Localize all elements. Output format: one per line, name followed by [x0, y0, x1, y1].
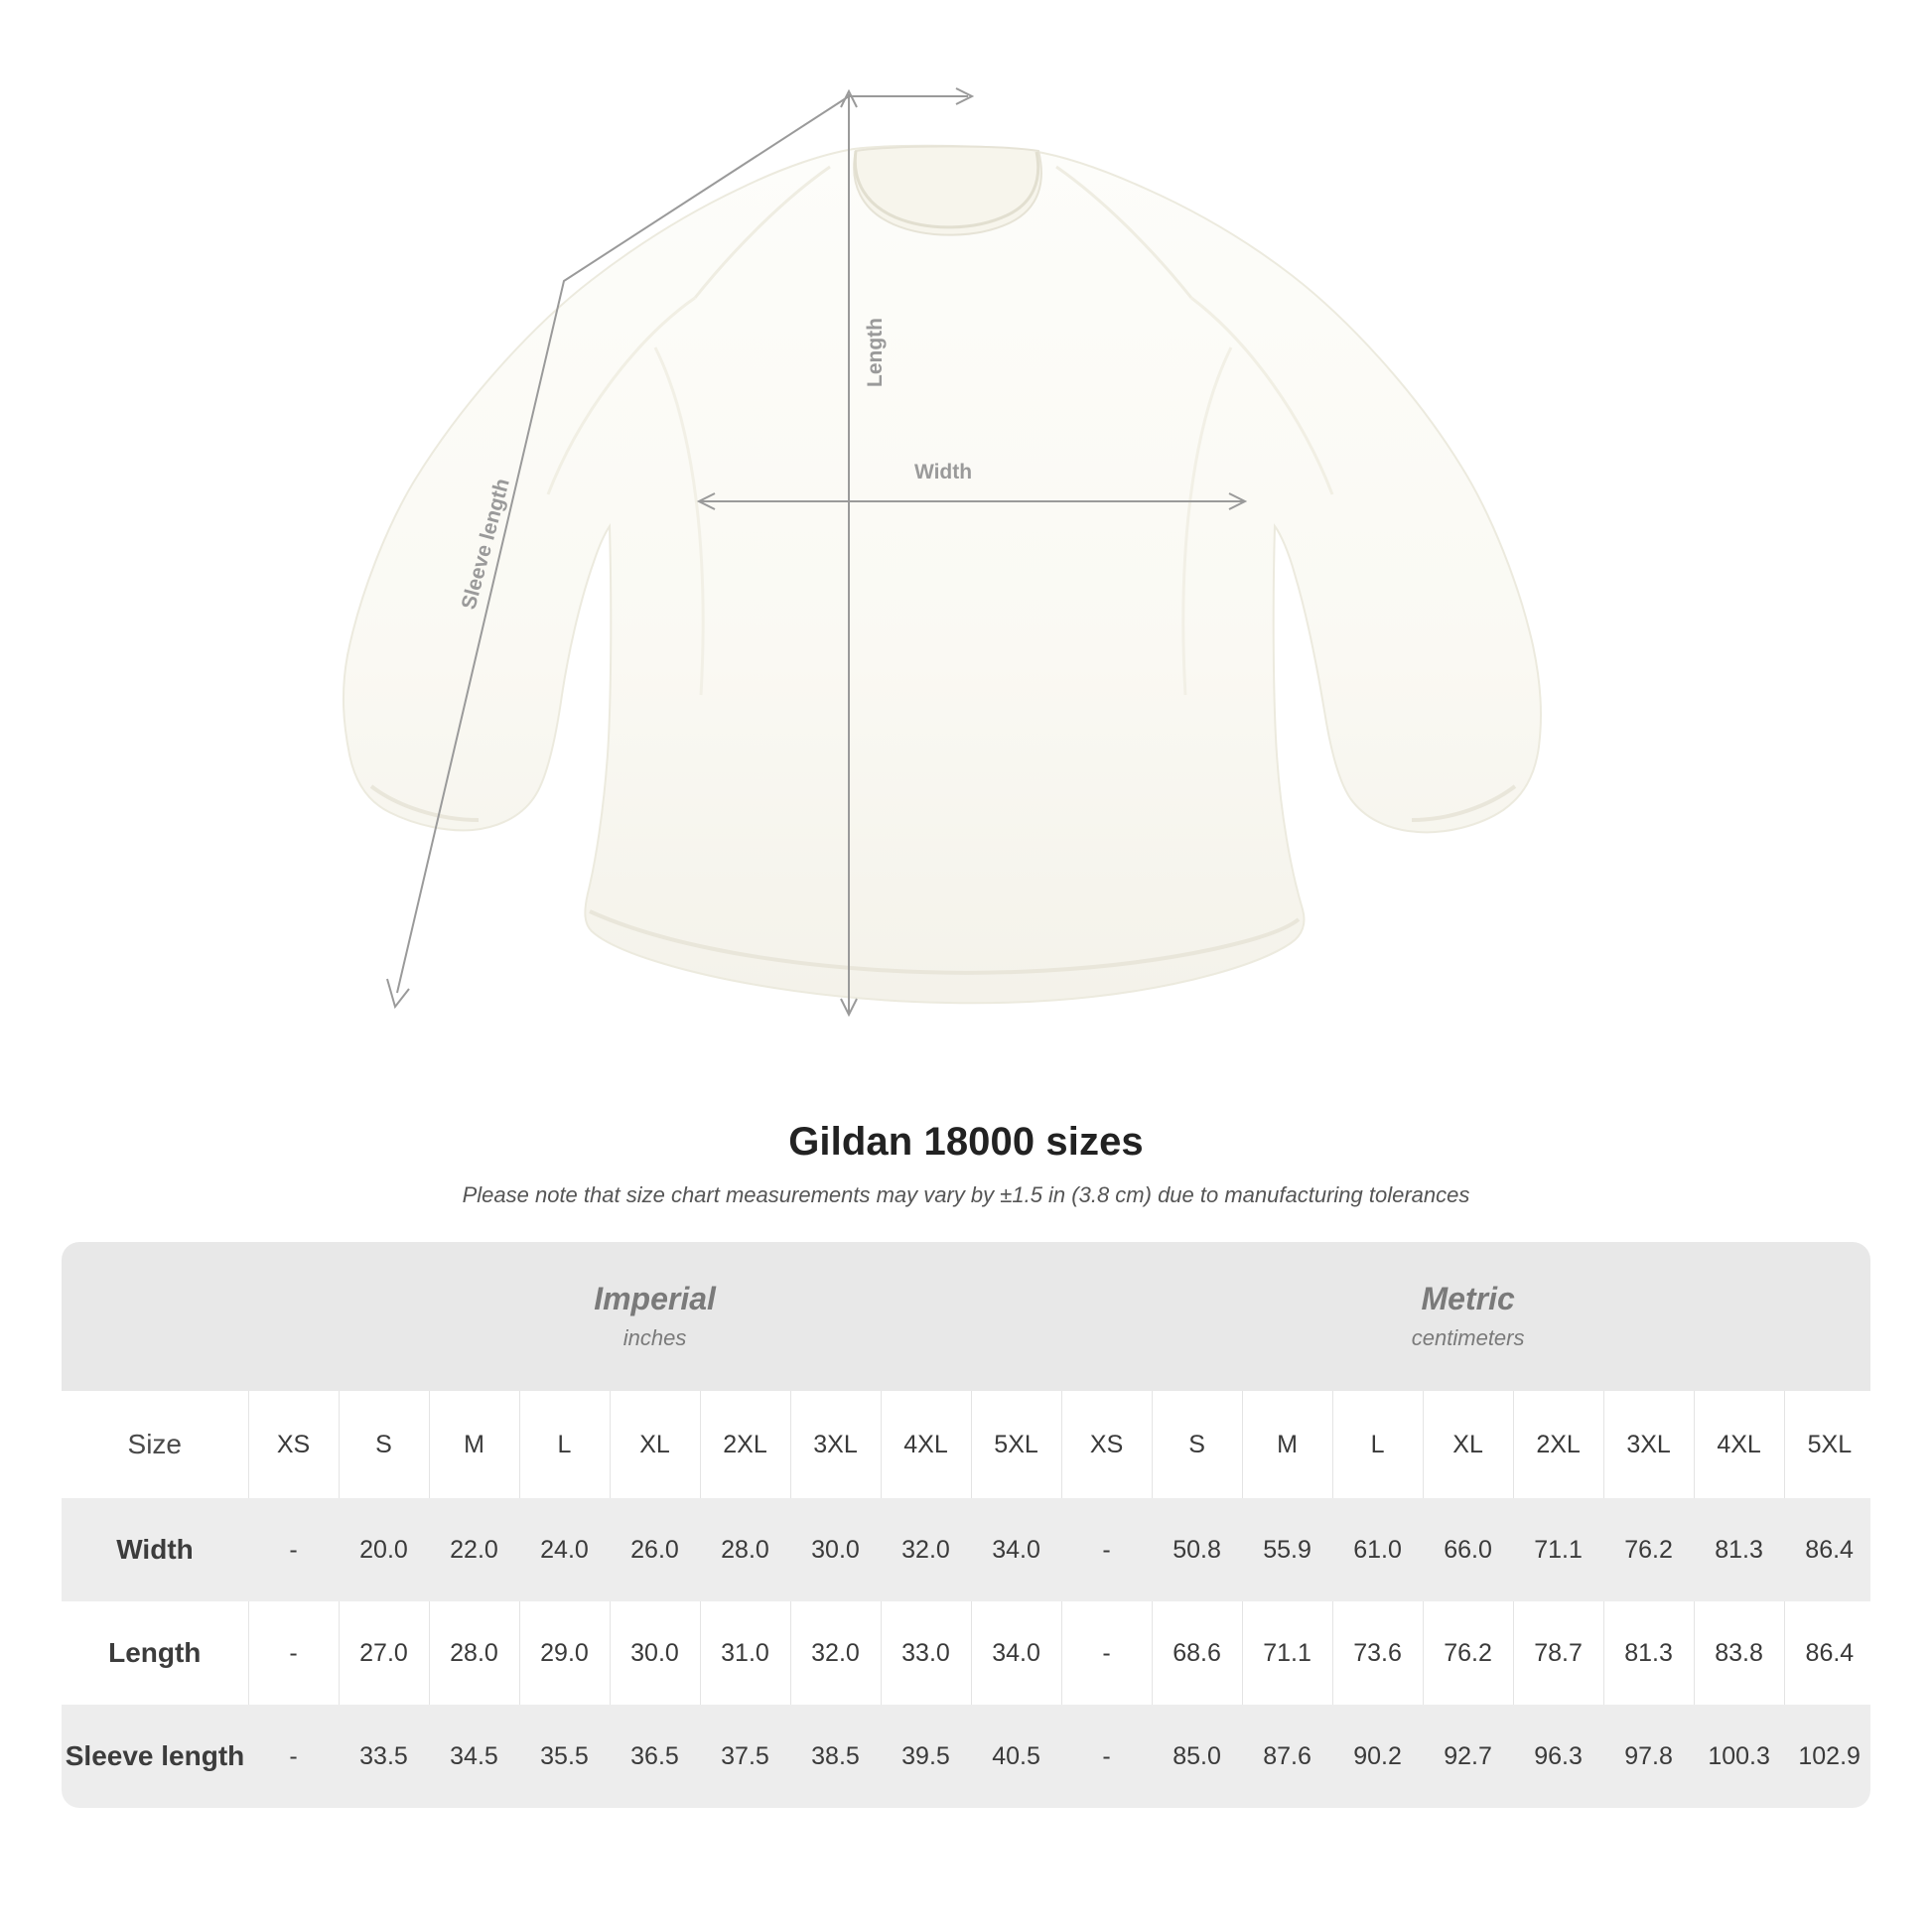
cell-sleeve-3: 35.5: [519, 1705, 610, 1808]
header-size-10: S: [1152, 1391, 1242, 1498]
cell-width-4: 26.0: [610, 1498, 700, 1601]
cell-sleeve-2: 34.5: [429, 1705, 519, 1808]
cell-length-3: 29.0: [519, 1601, 610, 1705]
header-size-3: L: [519, 1391, 610, 1498]
cell-width-2: 22.0: [429, 1498, 519, 1601]
unit-header-metric: [1061, 1242, 1870, 1391]
unit-header-spacer: [62, 1242, 248, 1391]
size-table-wrapper: [62, 1242, 1870, 1808]
cell-sleeve-0: -: [248, 1705, 339, 1808]
cell-length-1: 27.0: [339, 1601, 429, 1705]
size-table: [62, 1242, 1870, 1808]
unit-header-imperial: [248, 1242, 1061, 1391]
cell-sleeve-9: -: [1061, 1705, 1152, 1808]
cell-width-1: 20.0: [339, 1498, 429, 1601]
cell-sleeve-8: 40.5: [971, 1705, 1061, 1808]
unit-sub-metric: centimeters: [1411, 1324, 1525, 1350]
cell-length-12: 73.6: [1332, 1601, 1423, 1705]
table-row: [62, 1601, 1870, 1705]
cell-length-15: 81.3: [1603, 1601, 1694, 1705]
cell-width-14: 71.1: [1513, 1498, 1603, 1601]
size-header-row: [62, 1391, 1870, 1498]
cell-sleeve-13: 92.7: [1423, 1705, 1513, 1808]
cell-sleeve-7: 39.5: [881, 1705, 971, 1808]
cell-width-13: 66.0: [1423, 1498, 1513, 1601]
row-label-sleeve-length: Sleeve length: [62, 1705, 248, 1808]
cell-length-0: -: [248, 1601, 339, 1705]
header-size-1: S: [339, 1391, 429, 1498]
cell-width-10: 50.8: [1152, 1498, 1242, 1601]
row-label-length: Length: [62, 1601, 248, 1705]
cell-width-16: 81.3: [1694, 1498, 1784, 1601]
cell-width-5: 28.0: [700, 1498, 790, 1601]
header-size-0: XS: [248, 1391, 339, 1498]
cell-width-17: 86.4: [1784, 1498, 1870, 1601]
cell-sleeve-15: 97.8: [1603, 1705, 1694, 1808]
cell-width-11: 55.9: [1242, 1498, 1332, 1601]
label-length: Length: [864, 318, 887, 387]
cell-sleeve-11: 87.6: [1242, 1705, 1332, 1808]
cell-sleeve-14: 96.3: [1513, 1705, 1603, 1808]
header-size-15: 3XL: [1603, 1391, 1694, 1498]
header-size-11: M: [1242, 1391, 1332, 1498]
header-size-6: 3XL: [790, 1391, 881, 1498]
header-size-17: 5XL: [1784, 1391, 1870, 1498]
cell-length-5: 31.0: [700, 1601, 790, 1705]
table-row: [62, 1705, 1870, 1808]
chart-note: Please note that size chart measurements may vary by ±1.5 in (3.8 cm) due to manufacturing tolerances: [462, 1182, 1470, 1207]
chart-title: Gildan 18000 sizes: [788, 1120, 1144, 1164]
cell-sleeve-12: 90.2: [1332, 1705, 1423, 1808]
title-block: [0, 1120, 1932, 1208]
cell-width-7: 32.0: [881, 1498, 971, 1601]
cell-length-4: 30.0: [610, 1601, 700, 1705]
cell-length-14: 78.7: [1513, 1601, 1603, 1705]
cell-sleeve-6: 38.5: [790, 1705, 881, 1808]
cell-width-15: 76.2: [1603, 1498, 1694, 1601]
header-size-14: 2XL: [1513, 1391, 1603, 1498]
cell-sleeve-10: 85.0: [1152, 1705, 1242, 1808]
cell-sleeve-4: 36.5: [610, 1705, 700, 1808]
cell-length-10: 68.6: [1152, 1601, 1242, 1705]
header-size: Size: [62, 1391, 248, 1498]
header-size-16: 4XL: [1694, 1391, 1784, 1498]
unit-sub-imperial: inches: [622, 1324, 687, 1350]
header-size-4: XL: [610, 1391, 700, 1498]
sweatshirt-graphic: [344, 146, 1541, 1003]
cell-length-7: 33.0: [881, 1601, 971, 1705]
cell-sleeve-16: 100.3: [1694, 1705, 1784, 1808]
cell-length-2: 28.0: [429, 1601, 519, 1705]
cell-width-12: 61.0: [1332, 1498, 1423, 1601]
header-size-7: 4XL: [881, 1391, 971, 1498]
cell-length-9: -: [1061, 1601, 1152, 1705]
unit-name-metric: Metric: [1421, 1281, 1515, 1317]
cell-width-8: 34.0: [971, 1498, 1061, 1601]
cell-length-8: 34.0: [971, 1601, 1061, 1705]
cell-width-9: -: [1061, 1498, 1152, 1601]
row-label-width: Width: [62, 1498, 248, 1601]
cell-sleeve-17: 102.9: [1784, 1705, 1870, 1808]
cell-length-6: 32.0: [790, 1601, 881, 1705]
cell-length-17: 86.4: [1784, 1601, 1870, 1705]
cell-length-16: 83.8: [1694, 1601, 1784, 1705]
unit-header-row: [62, 1242, 1870, 1391]
header-size-9: XS: [1061, 1391, 1152, 1498]
cell-width-0: -: [248, 1498, 339, 1601]
label-sleeve-length: Sleeve length: [457, 476, 514, 613]
cell-sleeve-1: 33.5: [339, 1705, 429, 1808]
cell-length-13: 76.2: [1423, 1601, 1513, 1705]
label-width: Width: [913, 461, 973, 483]
cell-width-3: 24.0: [519, 1498, 610, 1601]
table-row: [62, 1498, 1870, 1601]
unit-name-imperial: Imperial: [594, 1281, 716, 1317]
cell-width-6: 30.0: [790, 1498, 881, 1601]
cell-sleeve-5: 37.5: [700, 1705, 790, 1808]
header-size-5: 2XL: [700, 1391, 790, 1498]
header-size-12: L: [1332, 1391, 1423, 1498]
header-size-13: XL: [1423, 1391, 1513, 1498]
header-size-8: 5XL: [971, 1391, 1061, 1498]
header-size-2: M: [429, 1391, 519, 1498]
cell-length-11: 71.1: [1242, 1601, 1332, 1705]
